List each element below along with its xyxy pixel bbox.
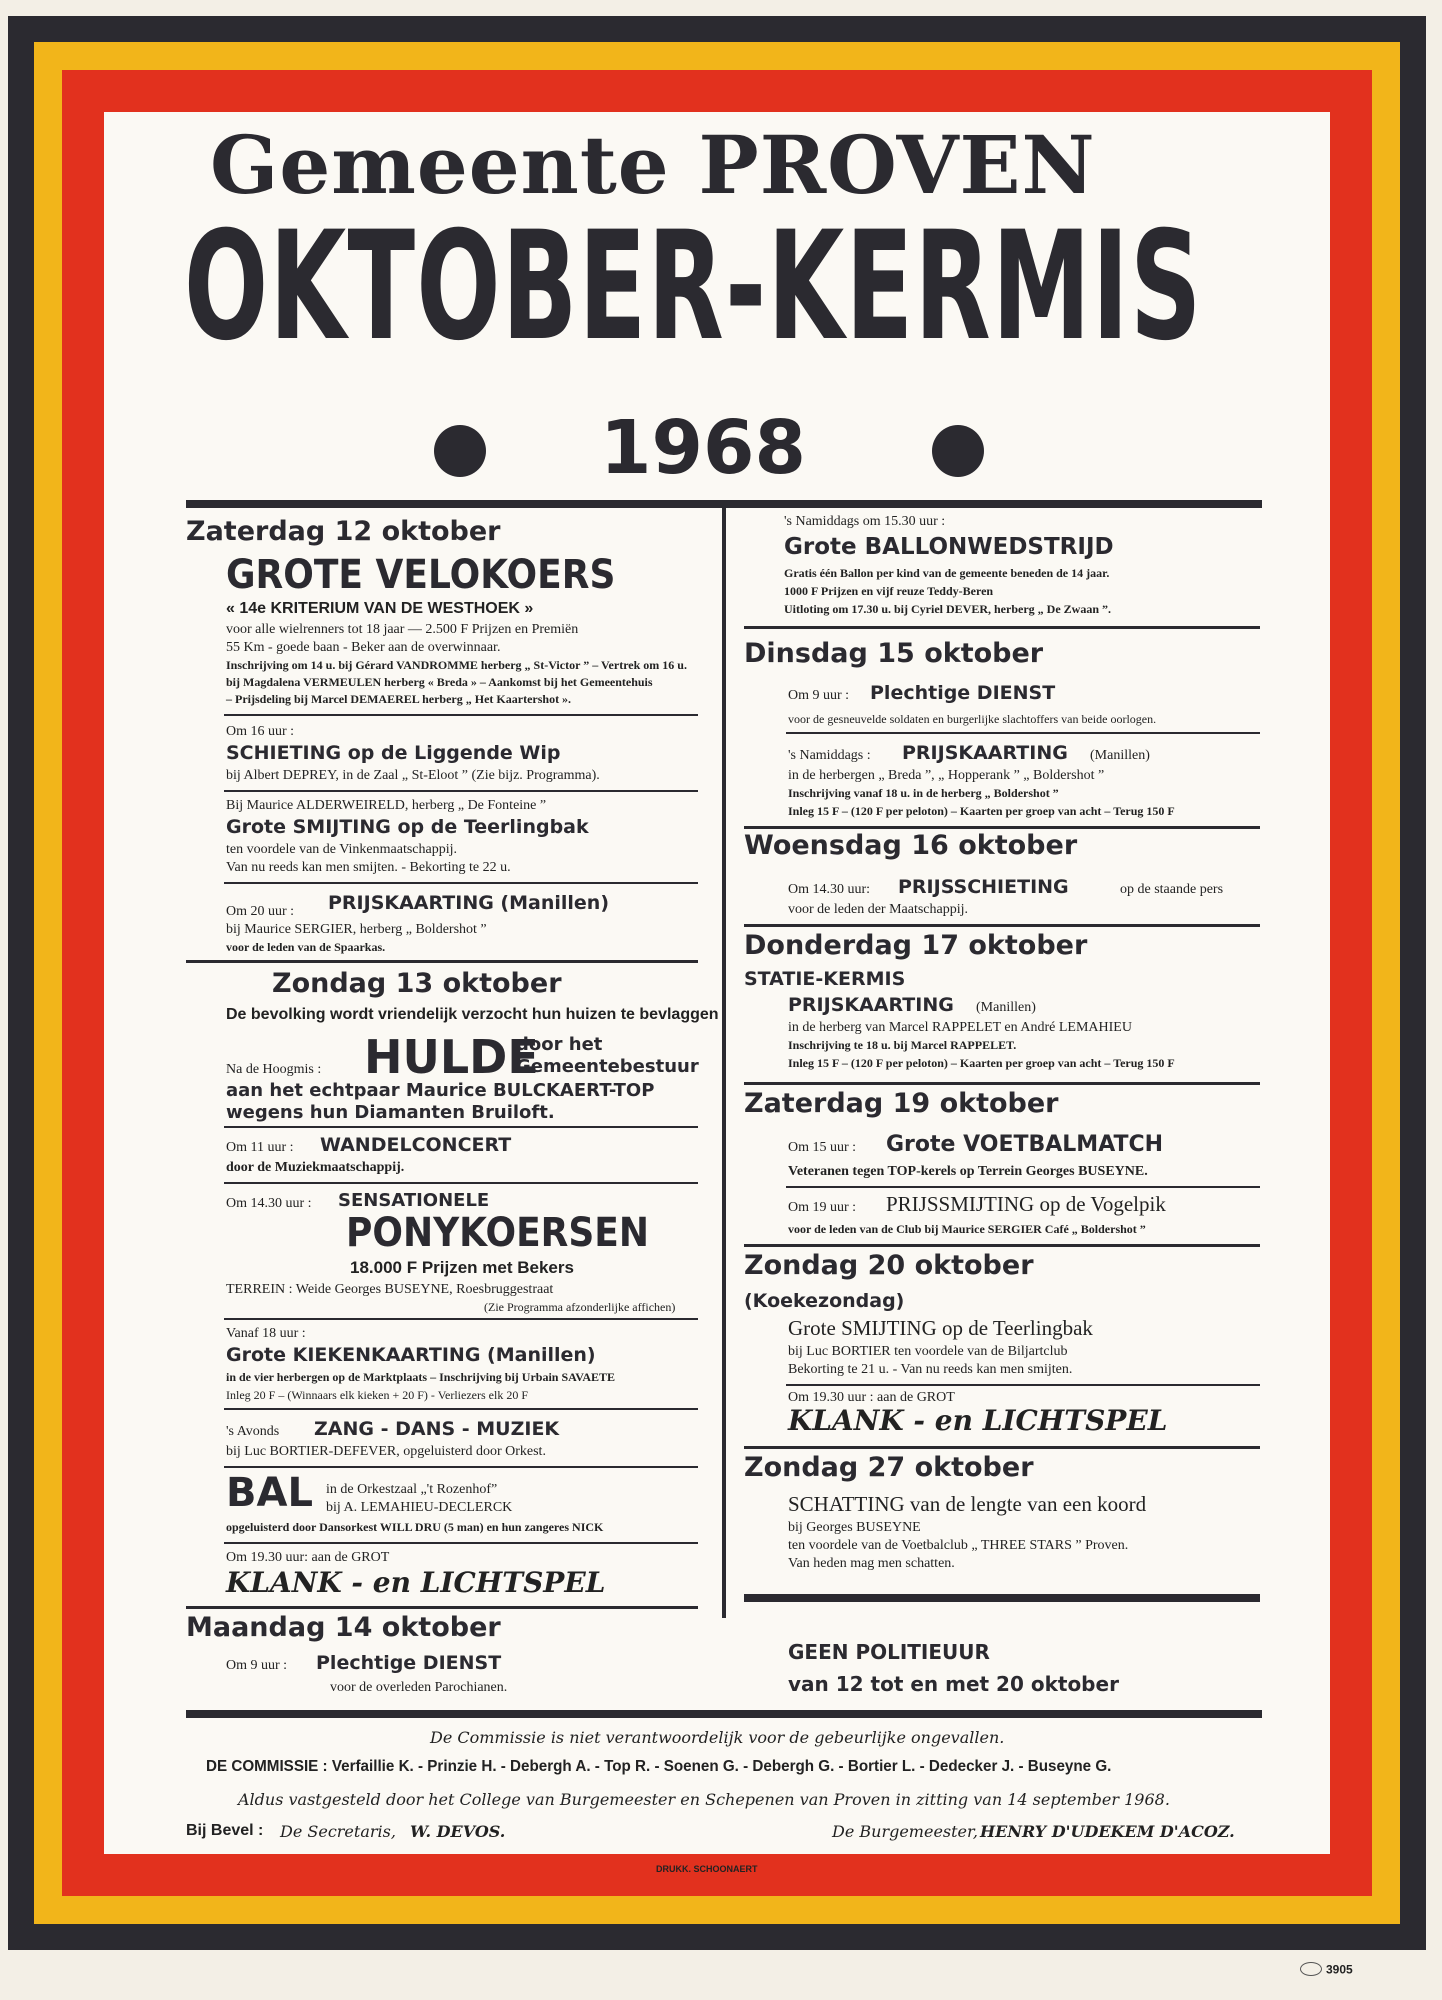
stamp-icon bbox=[1300, 1962, 1322, 1976]
event-time: Om 16 uur : bbox=[226, 724, 295, 739]
section-rule bbox=[224, 882, 698, 884]
event-detail: – Prijsdeling bij Marcel DEMAEREL herberg „ Het Kaartershot ». bbox=[226, 692, 572, 706]
event-detail: Gratis één Ballon per kind van de gemeente beneden de 14 jaar. bbox=[784, 566, 1110, 580]
event-detail: bij Maurice SERGIER, herberg „ Boldershot ” bbox=[226, 922, 487, 937]
event-time: Vanaf 18 uur : bbox=[226, 1326, 306, 1341]
event-detail: door de Muziekmaatschappij. bbox=[226, 1160, 405, 1175]
day-rule bbox=[744, 826, 1260, 829]
event-detail: 55 Km - goede baan - Beker aan de overwinnaar. bbox=[226, 640, 501, 655]
event-title-klank-sun20: KLANK - en LICHTSPEL bbox=[788, 1404, 1168, 1437]
event-title-klank: KLANK - en LICHTSPEL bbox=[226, 1566, 606, 1599]
footer-burgemeester-title: De Burgemeester, bbox=[832, 1822, 978, 1841]
event-title-wip: SCHIETING op de Liggende Wip bbox=[226, 742, 561, 764]
footer-commissie: DE COMMISSIE : Verfaillie K. - Prinzie H. - Debergh A. - Top R. - Soenen G. - Debergh G. - Bortier L. - Dedecker J. - Buseyne G. bbox=[206, 1758, 1112, 1775]
event-title-ballonwedstrijd: Grote BALLONWEDSTRIJD bbox=[784, 534, 1114, 560]
event-detail: Gemeentebestuur bbox=[516, 1056, 699, 1077]
poster-year: 1968 bbox=[600, 405, 806, 491]
event-time: Om 9 uur : bbox=[226, 1658, 288, 1673]
event-time: Om 9 uur : bbox=[788, 688, 850, 703]
event-time: Om 20 uur : bbox=[226, 904, 295, 919]
event-time: Om 14.30 uur : bbox=[226, 1196, 312, 1211]
event-detail: voor de overleden Parochianen. bbox=[330, 1680, 508, 1695]
event-title-prijskaarting-thu: PRIJSKAARTING bbox=[788, 994, 954, 1016]
day-heading-sat19: Zaterdag 19 oktober bbox=[744, 1088, 1059, 1119]
footer-bevel: Bij Bevel : bbox=[186, 1822, 264, 1839]
event-subtitle-kriterium: « 14e KRITERIUM VAN DE WESTHOEK » bbox=[226, 600, 534, 617]
event-title-dienst-mon: Plechtige DIENST bbox=[316, 1652, 502, 1674]
event-detail: ten voordele van de Voetbalclub „ THREE STARS ” Proven. bbox=[788, 1538, 1129, 1553]
event-title-hulde: HULDE bbox=[364, 1030, 539, 1084]
printer-credit: DRUKK. SCHOONAERT bbox=[656, 1864, 758, 1874]
event-detail: voor alle wielrenners tot 18 jaar — 2.500 F Prijzen en Premiën bbox=[226, 622, 579, 637]
event-time: Om 14.30 uur: bbox=[788, 882, 871, 897]
event-detail: Bij Maurice ALDERWEIRELD, herberg „ De Fonteine ” bbox=[226, 798, 547, 813]
footer-disclaimer: De Commissie is niet verantwoordelijk voor de gebeurlijke ongevallen. bbox=[430, 1728, 1005, 1747]
event-detail: Inleg 15 F – (120 F per peloton) – Kaarten per groep van acht – Terug 150 F bbox=[788, 804, 1175, 818]
notice-geen-politieuur: GEEN POLITIEUUR bbox=[788, 1640, 990, 1664]
event-time: Om 19.30 uur : aan de GROT bbox=[788, 1390, 955, 1405]
day-heading-thu17: Donderdag 17 oktober bbox=[744, 930, 1088, 961]
section-rule bbox=[224, 1182, 698, 1184]
event-time: Om 11 uur : bbox=[226, 1140, 294, 1155]
poster-number-stamp bbox=[1300, 1960, 1353, 1978]
section-rule bbox=[224, 714, 698, 716]
event-detail: TERREIN : Weide Georges BUSEYNE, Roesbruggestraat bbox=[226, 1282, 554, 1297]
footer-burgemeester-name: HENRY D'UDEKEM D'ACOZ. bbox=[980, 1822, 1235, 1841]
section-rule bbox=[224, 1318, 698, 1320]
event-detail: Veteranen tegen TOP-kerels op Terrein Georges BUSEYNE. bbox=[788, 1164, 1148, 1179]
event-detail: (Manillen) bbox=[1090, 748, 1150, 763]
column-divider bbox=[722, 508, 726, 1618]
event-detail: Uitloting om 17.30 u. bij Cyriel DEVER, herberg „ De Zwaan ”. bbox=[784, 602, 1111, 616]
day-rule bbox=[744, 626, 1260, 629]
day-rule bbox=[744, 1082, 1260, 1085]
day-heading-mon14: Maandag 14 oktober bbox=[186, 1612, 501, 1643]
event-intro: De bevolking wordt vriendelijk verzocht hun huizen te bevlaggen bbox=[226, 1006, 719, 1023]
event-detail: bij Luc BORTIER ten voordele van de Biljartclub bbox=[788, 1344, 1068, 1359]
event-time: 's Avonds bbox=[226, 1424, 280, 1439]
event-detail: wegens hun Diamanten Bruiloft. bbox=[226, 1102, 555, 1123]
event-title-prijskaarting-tue: PRIJSKAARTING bbox=[902, 742, 1068, 764]
event-title-dienst-tue: Plechtige DIENST bbox=[870, 682, 1056, 704]
event-detail: Inleg 20 F – (Winnaars elk kieken + 20 F) - Verliezers elk 20 F bbox=[226, 1388, 528, 1402]
event-title-prijskaarting: PRIJSKAARTING (Manillen) bbox=[328, 892, 610, 914]
event-detail: voor de leden der Maatschappij. bbox=[788, 902, 968, 917]
section-rule bbox=[224, 790, 698, 792]
event-detail: in de vier herbergen op de Marktplaats – Inschrijving bij Urbain SAVAETE bbox=[226, 1370, 616, 1384]
section-rule bbox=[224, 1542, 698, 1544]
event-detail: Inschrijving te 18 u. bij Marcel RAPPELET. bbox=[788, 1038, 1017, 1052]
event-detail: bij Georges BUSEYNE bbox=[788, 1520, 921, 1535]
day-rule bbox=[744, 1244, 1260, 1247]
event-detail: door het bbox=[516, 1034, 603, 1055]
event-title-smijting: Grote SMIJTING op de Teerlingbak bbox=[226, 816, 589, 838]
event-title-wandelconcert: WANDELCONCERT bbox=[320, 1134, 512, 1156]
day-heading-tue15: Dinsdag 15 oktober bbox=[744, 638, 1044, 669]
day-heading-sun13: Zondag 13 oktober bbox=[272, 968, 562, 999]
header-rule bbox=[186, 500, 1262, 508]
event-detail: voor de leden van de Spaarkas. bbox=[226, 940, 386, 954]
bullet-dot-right bbox=[932, 425, 984, 477]
event-title-bal: BAL bbox=[226, 1470, 313, 1516]
bullet-dot-left bbox=[434, 425, 486, 477]
day-heading-wed16: Woensdag 16 oktober bbox=[744, 830, 1078, 861]
event-title-prijsschieting: PRIJSSCHIETING bbox=[898, 876, 1069, 898]
section-rule bbox=[786, 1186, 1260, 1188]
event-title-statie-kermis: STATIE-KERMIS bbox=[744, 968, 906, 990]
footer-secretaris-title: De Secretaris, bbox=[280, 1822, 396, 1841]
event-subtitle-koekezondag: (Koekezondag) bbox=[744, 1290, 905, 1312]
event-detail: SENSATIONELE bbox=[338, 1190, 490, 1211]
event-detail: Inleg 15 F – (120 F per peloton) – Kaarten per groep van acht – Terug 150 F bbox=[788, 1056, 1175, 1070]
event-title-schatting: SCHATTING van de lengte van een koord bbox=[788, 1492, 1147, 1516]
section-rule bbox=[786, 1384, 1260, 1386]
event-detail: bij Magdalena VERMEULEN herberg « Breda » – Aankomst bij het Gemeentehuis bbox=[226, 675, 653, 689]
footer-rule bbox=[186, 1710, 1262, 1718]
event-title-velokoers: GROTE VELOKOERS bbox=[226, 552, 616, 598]
event-detail: op de staande pers bbox=[1120, 882, 1224, 897]
event-detail: 18.000 F Prijzen met Bekers bbox=[350, 1258, 574, 1277]
event-title-smijting-sun20: Grote SMIJTING op de Teerlingbak bbox=[788, 1316, 1093, 1340]
event-time: Om 19.30 uur: aan de GROT bbox=[226, 1550, 390, 1565]
event-title-ponykoersen: PONYKOERSEN bbox=[346, 1210, 650, 1256]
day-heading-sun20: Zondag 20 oktober bbox=[744, 1250, 1034, 1281]
event-detail: ten voordele van de Vinkenmaatschappij. bbox=[226, 842, 457, 857]
day-heading-sat12: Zaterdag 12 oktober bbox=[186, 516, 501, 547]
poster-title-municipality: Gemeente PROVEN bbox=[210, 118, 1096, 212]
poster-number: 3905 bbox=[1326, 1962, 1353, 1977]
event-time: Om 15 uur : bbox=[788, 1140, 857, 1155]
event-detail: bij Albert DEPREY, in de Zaal „ St-Eloot ” (Zie bijz. Programma). bbox=[226, 768, 600, 783]
poster-title-event: OKTOBER-KERMIS bbox=[184, 200, 1203, 374]
event-detail: aan het echtpaar Maurice BULCKAERT-TOP bbox=[226, 1080, 655, 1101]
event-detail: in de Orkestzaal „'t Rozenhof” bbox=[326, 1482, 498, 1497]
event-detail: 1000 F Prijzen en vijf reuze Teddy-Beren bbox=[784, 584, 994, 598]
event-detail: Bekorting te 21 u. - Van nu reeds kan men smijten. bbox=[788, 1362, 1073, 1377]
section-rule bbox=[224, 1408, 698, 1410]
day-rule bbox=[186, 960, 698, 963]
event-detail: in de herberg van Marcel RAPPELET en André LEMAHIEU bbox=[788, 1020, 1132, 1035]
day-rule bbox=[744, 924, 1260, 927]
day-rule bbox=[744, 1446, 1260, 1449]
event-time: 's Namiddags om 15.30 uur : bbox=[784, 514, 946, 529]
footer-secretaris-name: W. DEVOS. bbox=[410, 1822, 506, 1841]
day-heading-sun27: Zondag 27 oktober bbox=[744, 1452, 1034, 1483]
event-detail: Inschrijving om 14 u. bij Gérard VANDROMME herberg „ St-Victor ” – Vertrek om 16 u. bbox=[226, 658, 687, 672]
section-rule bbox=[224, 1466, 698, 1468]
section-rule bbox=[224, 1126, 698, 1128]
event-title-prijssmijting: PRIJSSMIJTING op de Vogelpik bbox=[886, 1192, 1166, 1216]
event-detail: voor de gesneuvelde soldaten en burgerlijke slachtoffers van beide oorlogen. bbox=[788, 712, 1157, 726]
day-rule bbox=[186, 1606, 698, 1609]
event-detail: Van heden mag men schatten. bbox=[788, 1556, 955, 1571]
event-title-voetbalmatch: Grote VOETBALMATCH bbox=[886, 1132, 1164, 1157]
event-detail: (Zie Programma afzonderlijke affichen) bbox=[484, 1300, 676, 1314]
event-detail: voor de leden van de Club bij Maurice SERGIER Café „ Boldershot ” bbox=[788, 1222, 1146, 1236]
event-title-kiekenkaarting: Grote KIEKENKAARTING (Manillen) bbox=[226, 1344, 596, 1366]
footer-college: Aldus vastgesteld door het College van Burgemeester en Schepenen van Proven in zitting van 14 september 1968. bbox=[238, 1790, 1170, 1809]
event-detail: in de herbergen „ Breda ”, „ Hopperank ” „ Boldershot ” bbox=[788, 768, 1105, 783]
event-detail: Inschrijving vanaf 18 u. in de herberg „ Boldershot ” bbox=[788, 786, 1059, 800]
event-title-zang: ZANG - DANS - MUZIEK bbox=[314, 1418, 560, 1440]
event-detail: opgeluisterd door Dansorkest WILL DRU (5 man) en hun zangeres NICK bbox=[226, 1520, 604, 1534]
event-time: 's Namiddags : bbox=[788, 748, 871, 763]
event-detail: (Manillen) bbox=[976, 1000, 1036, 1015]
section-rule bbox=[786, 732, 1260, 734]
police-rule bbox=[744, 1594, 1260, 1602]
event-detail: bij A. LEMAHIEU-DECLERCK bbox=[326, 1500, 513, 1515]
event-detail: bij Luc BORTIER-DEFEVER, opgeluisterd door Orkest. bbox=[226, 1444, 546, 1459]
event-time: Om 19 uur : bbox=[788, 1200, 857, 1215]
event-detail: Van nu reeds kan men smijten. - Bekorting te 22 u. bbox=[226, 860, 511, 875]
event-time: Na de Hoogmis : bbox=[226, 1062, 322, 1077]
notice-politieuur-dates: van 12 tot en met 20 oktober bbox=[788, 1672, 1119, 1696]
